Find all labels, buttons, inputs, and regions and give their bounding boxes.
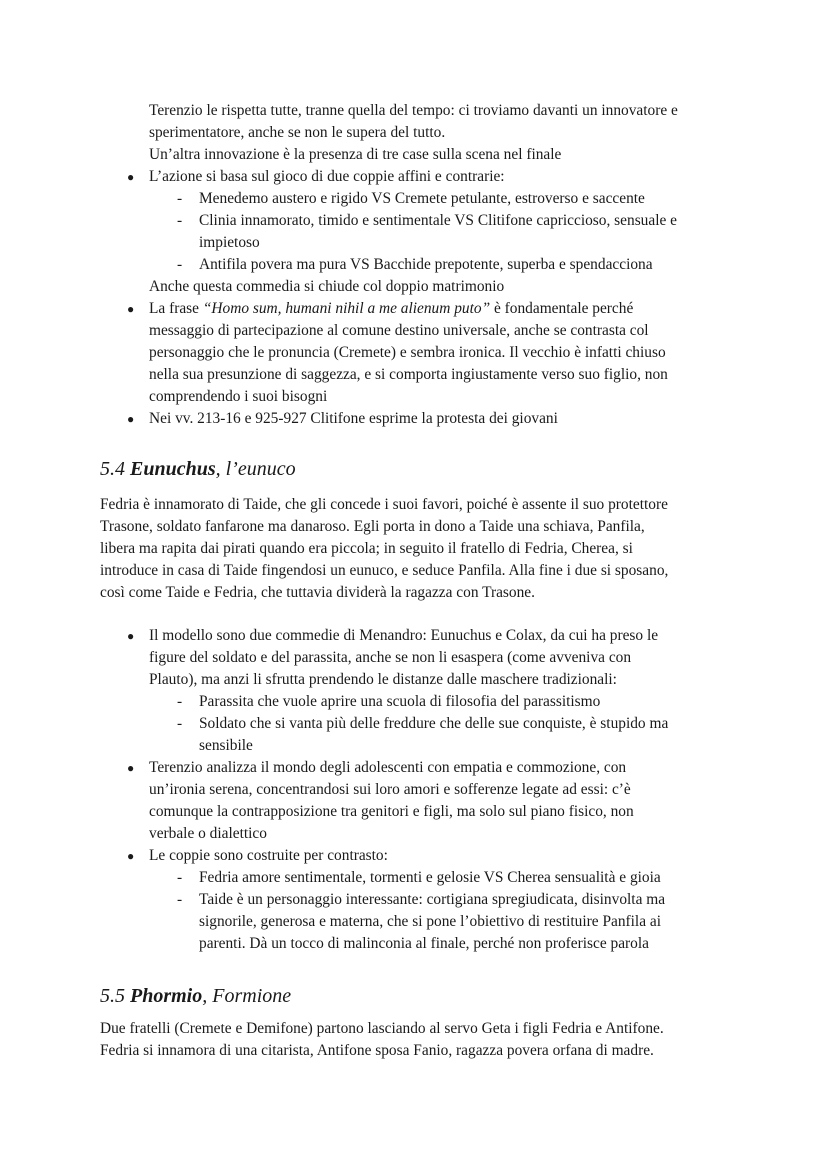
dash-icon: -	[177, 869, 183, 886]
text-line: Due fratelli (Cremete e Demifone) partono lasciando al servo Geta i figli Fedria e Antifone.	[100, 1020, 664, 1037]
heading-title: Phormio	[130, 985, 203, 1007]
latin-quote: “Homo sum, humani nihil a me alienum puto”	[202, 300, 491, 317]
list-item: Nei vv. 213-16 e 925-927 Clitifone esprime la protesta dei giovani	[149, 410, 558, 427]
sub-list-item: parenti. Dà un tocco di malinconia al finale, perché non proferisce parola	[199, 935, 649, 952]
dash-icon: -	[177, 190, 183, 207]
sub-list-item: signorile, generosa e materna, che si pone l’obiettivo di restituire Panfila ai	[199, 913, 661, 930]
text-line: comunque la contrapposizione tra genitori e figli, ma solo sul piano fisico, non	[149, 803, 634, 820]
heading-subtitle: , Formione	[202, 985, 292, 1007]
sub-list-item: Fedria amore sentimentale, tormenti e gelosie VS Cherea sensualità e gioia	[199, 869, 661, 886]
text-line: introduce in casa di Taide fingendosi un eunuco, e seduce Panfila. Alla fine i due si sposano,	[100, 562, 669, 579]
section-heading	[100, 456, 296, 482]
sub-list-item: Antifila povera ma pura VS Bacchide prepotente, superba e spendacciona	[199, 256, 653, 273]
bullet-icon: ●	[127, 170, 135, 184]
text-line: sperimentatore, anche se non le supera del tutto.	[149, 124, 446, 141]
dash-icon: -	[177, 891, 183, 908]
list-item: Terenzio analizza il mondo degli adolescenti con empatia e commozione, con	[149, 759, 627, 776]
text-line: nella sua presunzione di saggezza, e si comporta ingiustamente verso suo figlio, non	[149, 366, 668, 383]
sub-list-item: Soldato che si vanta più delle freddure che delle sue conquiste, è stupido ma	[199, 715, 669, 732]
list-item	[149, 298, 633, 320]
list-item: Il modello sono due commedie di Menandro: Eunuchus e Colax, da cui ha preso le	[149, 627, 659, 644]
text-line: Trasone, soldato fanfarone ma danaroso. Egli porta in dono a Taide una schiava, Panfila,	[100, 518, 645, 535]
text-line: Fedria si innamora di una citarista, Antifone sposa Fanio, ragazza povera orfana di madre.	[100, 1042, 654, 1059]
bullet-icon: ●	[127, 849, 135, 863]
dash-icon: -	[177, 212, 183, 229]
text-line: Anche questa commedia si chiude col doppio matrimonio	[149, 278, 505, 295]
dash-icon: -	[177, 693, 183, 710]
dash-icon: -	[177, 256, 183, 273]
sub-list-item: Parassita che vuole aprire una scuola di filosofia del parassitismo	[199, 693, 601, 710]
section-heading	[100, 983, 291, 1009]
sub-list-item: Menedemo austero e rigido VS Cremete petulante, estroverso e saccente	[199, 190, 645, 207]
heading-number: 5.4	[100, 458, 130, 480]
list-item: L’azione si basa sul gioco di due coppie affini e contrarie:	[149, 168, 505, 185]
sub-list-item: sensibile	[199, 737, 253, 754]
text-line: Terenzio le rispetta tutte, tranne quella del tempo: ci troviamo davanti un innovatore e	[149, 102, 678, 119]
list-item: Le coppie sono costruite per contrasto:	[149, 847, 388, 864]
sub-list-item: Taide è un personaggio interessante: cortigiana spregiudicata, disinvolta ma	[199, 891, 666, 908]
text-line: personaggio che le pronuncia (Cremete) e sembra ironica. Il vecchio è infatti chiuso	[149, 344, 666, 361]
dash-icon: -	[177, 715, 183, 732]
heading-title: Eunuchus	[130, 458, 216, 480]
text-line: così come Taide e Fedria, che tuttavia dividerà la ragazza con Trasone.	[100, 584, 535, 601]
heading-subtitle: , l’eunuco	[215, 458, 296, 480]
text-line: comprendendo i suoi bisogni	[149, 388, 328, 405]
text-line: verbale o dialettico	[149, 825, 267, 842]
text-span: è fondamentale perché	[490, 300, 634, 317]
text-line: libera ma rapita dai pirati quando era piccola; in seguito il fratello di Fedria, Cherea, si	[100, 540, 633, 557]
sub-list-item: impietoso	[199, 234, 260, 251]
text-line: figure del soldato e del parassita, anche se non li esaspera (come avveniva con	[149, 649, 632, 666]
sub-list-item: Clinia innamorato, timido e sentimentale VS Clitifone capriccioso, sensuale e	[199, 212, 677, 229]
bullet-icon: ●	[127, 302, 135, 316]
text-line: Fedria è innamorato di Taide, che gli concede i suoi favori, poiché è assente il suo protettore	[100, 496, 668, 513]
bullet-icon: ●	[127, 761, 135, 775]
bullet-icon: ●	[127, 412, 135, 426]
text-line: un’ironia serena, concentrandosi sui loro amori e sofferenze legate ad essi: c’è	[149, 781, 631, 798]
text-span: La frase	[149, 300, 203, 317]
text-line: messaggio di partecipazione al comune destino universale, anche se contrasta col	[149, 322, 649, 339]
bullet-icon: ●	[127, 629, 135, 643]
text-line: Un’altra innovazione è la presenza di tre case sulla scena nel finale	[149, 146, 562, 163]
text-line: Plauto), ma anzi li sfrutta prendendo le distanze dalle maschere tradizionali:	[149, 671, 617, 688]
heading-number: 5.5	[100, 985, 130, 1007]
